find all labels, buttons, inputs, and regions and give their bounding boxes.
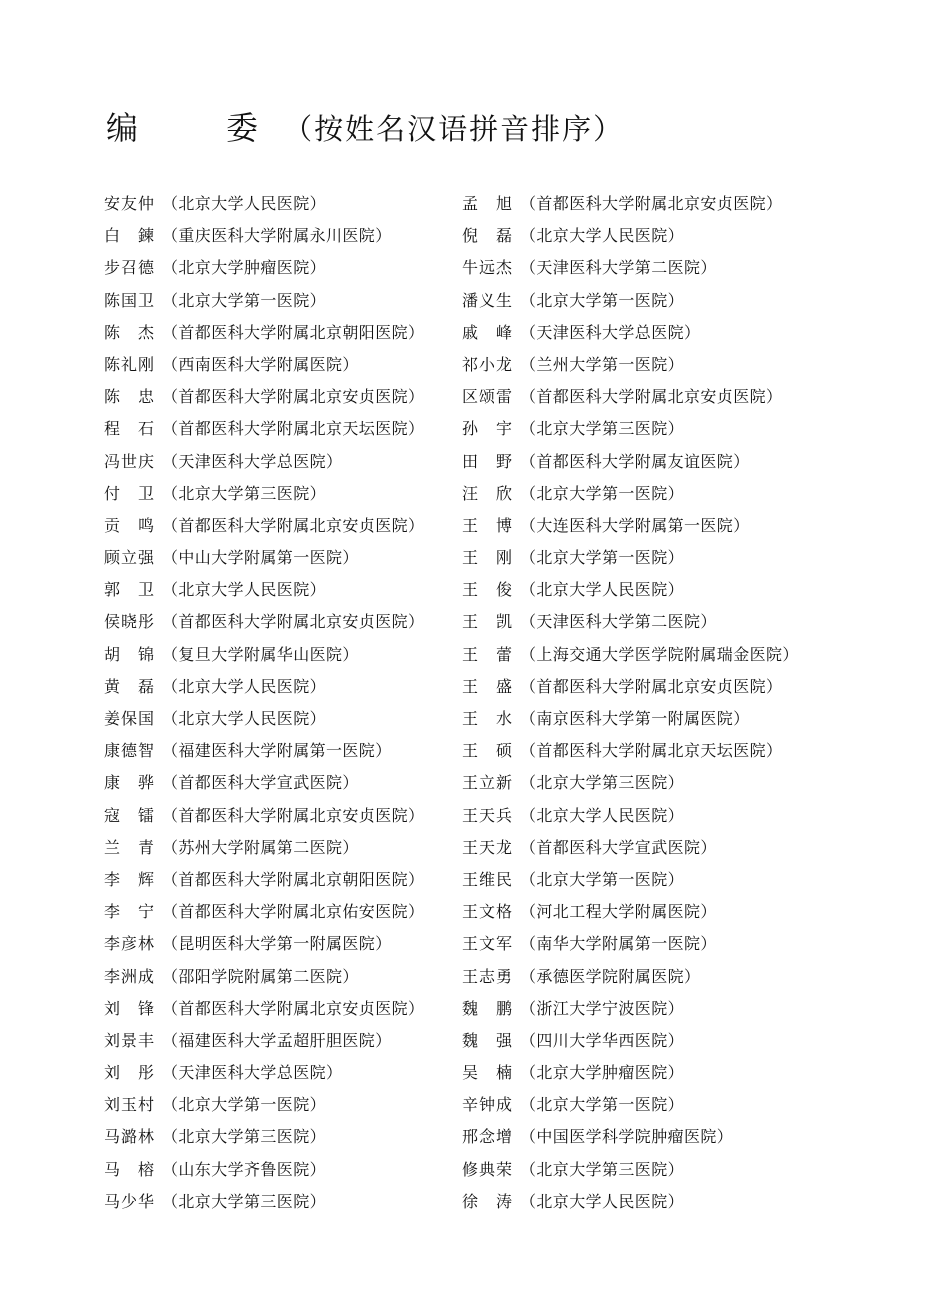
- member-entry: [462, 220, 799, 252]
- member-entry: [462, 864, 799, 896]
- member-name: 王 蕾: [462, 644, 512, 664]
- member-affiliation: （北京大学第三医院）: [520, 1159, 685, 1179]
- member-entry: [462, 381, 799, 413]
- member-affiliation: （北京大学第一医院）: [520, 1095, 685, 1115]
- member-name: 王天龙: [462, 837, 512, 857]
- member-affiliation: （北京大学第三医院）: [162, 1191, 327, 1211]
- member-affiliation: （北京大学人民医院）: [162, 709, 327, 728]
- member-affiliation: （西南医科大学附属医院）: [162, 354, 359, 374]
- member-affiliation: （首都医科大学附属北京安贞医院）: [520, 676, 783, 696]
- member-name: 潘义生: [462, 290, 512, 310]
- member-name: 姜保国: [104, 709, 154, 728]
- member-name: 李洲成: [104, 966, 154, 986]
- member-entry: [104, 317, 424, 349]
- member-name: 戚 峰: [462, 322, 512, 342]
- member-entry: [104, 767, 424, 799]
- member-entry: [104, 252, 424, 284]
- member-entry: [462, 639, 799, 671]
- member-entry: [104, 735, 424, 767]
- member-entry: [462, 413, 799, 445]
- member-name: 王 硕: [462, 741, 512, 761]
- member-name: 安友仲: [104, 194, 154, 213]
- member-name: 徐 涛: [462, 1191, 512, 1211]
- member-entry: [104, 349, 424, 381]
- member-name: 胡 锦: [104, 644, 154, 664]
- member-entry: [104, 220, 424, 252]
- member-name: 修典荣: [462, 1159, 512, 1179]
- member-name: 李彦林: [104, 934, 154, 954]
- sorting-note: （按姓名汉语拼音排序）: [283, 112, 625, 146]
- member-entry: [104, 671, 424, 703]
- member-name: 陈 忠: [104, 387, 154, 407]
- member-entry: [462, 606, 799, 638]
- member-name: 牛远杰: [462, 258, 512, 278]
- member-name: 陈 杰: [104, 322, 154, 342]
- member-affiliation: （天津医科大学第二医院）: [520, 258, 717, 278]
- member-name: 寇 镭: [104, 805, 154, 825]
- member-entry: [104, 961, 424, 993]
- member-affiliation: （大连医科大学附属第一医院）: [520, 515, 750, 535]
- member-affiliation: （福建医科大学孟超肝胆医院）: [162, 1030, 392, 1050]
- member-entry: [462, 993, 799, 1025]
- member-entry: [104, 1121, 424, 1153]
- member-affiliation: （浙江大学宁波医院）: [520, 998, 685, 1018]
- member-name: 侯晓彤: [104, 612, 154, 632]
- member-affiliation: （首都医科大学附属北京朝阳医院）: [162, 322, 425, 342]
- member-entry: [462, 446, 799, 478]
- member-affiliation: （邵阳学院附属第二医院）: [162, 966, 359, 986]
- member-affiliation: （南华大学附属第一医院）: [520, 934, 717, 954]
- member-name: 程 石: [104, 419, 154, 439]
- member-entry: [104, 1089, 424, 1121]
- member-affiliation: （复旦大学附属华山医院）: [162, 644, 359, 664]
- member-entry: [462, 349, 799, 381]
- member-name: 马潞林: [104, 1127, 154, 1147]
- member-entry: [462, 767, 799, 799]
- member-entry: [104, 478, 424, 510]
- member-name: 孟 旭: [462, 194, 512, 213]
- member-entry: [104, 285, 424, 317]
- member-entry: [462, 574, 799, 606]
- member-name: 刘景丰: [104, 1030, 154, 1050]
- member-entry: [462, 188, 799, 220]
- member-name: 王 水: [462, 709, 512, 728]
- member-affiliation: （天津医科大学总医院）: [162, 451, 343, 471]
- member-name: 王 刚: [462, 548, 512, 568]
- member-name: 田 野: [462, 451, 512, 471]
- member-entry: [104, 381, 424, 413]
- member-affiliation: （苏州大学附属第二医院）: [162, 837, 359, 857]
- member-affiliation: （北京大学人民医院）: [520, 226, 685, 246]
- member-name: 白 鍊: [104, 226, 154, 246]
- member-name: 步召德: [104, 258, 154, 278]
- member-affiliation: （首都医科大学附属北京天坛医院）: [162, 419, 425, 439]
- member-name: 王 盛: [462, 676, 512, 696]
- member-affiliation: （首都医科大学附属北京安贞医院）: [162, 387, 425, 407]
- member-affiliation: （北京大学第一医院）: [520, 548, 685, 568]
- member-affiliation: （北京大学第三医院）: [162, 1127, 327, 1147]
- member-name: 邢念增: [462, 1127, 512, 1147]
- member-affiliation: （天津医科大学总医院）: [162, 1063, 343, 1083]
- member-affiliation: （重庆医科大学附属永川医院）: [162, 226, 392, 246]
- member-affiliation: （承德医学院附属医院）: [520, 966, 701, 986]
- member-name: 刘 锋: [104, 998, 154, 1018]
- member-name: 王 俊: [462, 580, 512, 600]
- member-name: 王立新: [462, 773, 512, 793]
- member-entry: [462, 252, 799, 284]
- member-entry: [462, 928, 799, 960]
- member-name: 贡 鸣: [104, 515, 154, 535]
- member-affiliation: （首都医科大学附属北京安贞医院）: [162, 612, 425, 632]
- member-affiliation: （首都医科大学附属北京安贞医院）: [162, 515, 425, 535]
- member-name: 刘 彤: [104, 1063, 154, 1083]
- member-entry: [462, 510, 799, 542]
- member-entry: [104, 574, 424, 606]
- member-affiliation: （北京大学人民医院）: [162, 676, 327, 696]
- member-entry: [462, 285, 799, 317]
- member-affiliation: （北京大学人民医院）: [520, 1191, 685, 1211]
- member-name: 倪 磊: [462, 226, 512, 246]
- member-name: 康德智: [104, 741, 154, 761]
- member-name: 区颂雷: [462, 387, 512, 407]
- member-name: 王志勇: [462, 966, 512, 986]
- member-name: 王文军: [462, 934, 512, 954]
- member-name: 李 宁: [104, 902, 154, 922]
- member-name: 陈礼刚: [104, 354, 154, 374]
- member-affiliation: （四川大学华西医院）: [520, 1030, 685, 1050]
- member-affiliation: （中山大学附属第一医院）: [162, 548, 359, 568]
- member-name: 王维民: [462, 869, 512, 889]
- member-affiliation: （北京大学第一医院）: [162, 290, 327, 310]
- member-affiliation: （北京大学人民医院）: [520, 805, 685, 825]
- member-name: 王文格: [462, 902, 512, 922]
- member-entry: [462, 735, 799, 767]
- member-affiliation: （首都医科大学宣武医院）: [520, 837, 717, 857]
- member-entry: [104, 542, 424, 574]
- member-entry: [104, 188, 424, 220]
- member-name: 吴 楠: [462, 1063, 512, 1083]
- member-entry: [462, 1154, 799, 1186]
- member-name: 康 骅: [104, 773, 154, 793]
- member-affiliation: （首都医科大学宣武医院）: [162, 773, 359, 793]
- member-name: 王 博: [462, 515, 512, 535]
- member-name: 魏 强: [462, 1030, 512, 1050]
- member-name: 李 辉: [104, 869, 154, 889]
- member-name: 陈国卫: [104, 290, 154, 310]
- member-entry: [104, 703, 424, 735]
- member-entry: [462, 317, 799, 349]
- member-entry: [104, 606, 424, 638]
- member-name: 孙 宇: [462, 419, 512, 439]
- right-member-column: [462, 188, 799, 1218]
- member-name: 汪 欣: [462, 483, 512, 503]
- member-affiliation: （天津医科大学第二医院）: [520, 612, 717, 632]
- member-entry: [462, 832, 799, 864]
- page-title: 编 委: [106, 109, 287, 147]
- member-entry: [104, 510, 424, 542]
- member-name: 马 榕: [104, 1159, 154, 1179]
- member-entry: [104, 896, 424, 928]
- member-entry: [462, 800, 799, 832]
- member-name: 祁小龙: [462, 354, 512, 374]
- member-name: 郭 卫: [104, 580, 154, 600]
- member-entry: [462, 478, 799, 510]
- member-affiliation: （首都医科大学附属北京天坛医院）: [520, 741, 783, 761]
- member-entry: [104, 639, 424, 671]
- member-affiliation: （北京大学第三医院）: [520, 773, 685, 793]
- member-name: 辛钟成: [462, 1095, 512, 1115]
- member-affiliation: （首都医科大学附属友谊医院）: [520, 451, 750, 471]
- member-entry: [462, 703, 799, 735]
- member-entry: [104, 1057, 424, 1089]
- member-affiliation: （南京医科大学第一附属医院）: [520, 709, 750, 728]
- member-entry: [104, 1025, 424, 1057]
- member-entry: [462, 1089, 799, 1121]
- member-affiliation: （北京大学第一医院）: [520, 483, 685, 503]
- member-affiliation: （北京大学第一医院）: [520, 290, 685, 310]
- member-entry: [104, 832, 424, 864]
- member-affiliation: （北京大学第三医院）: [162, 483, 327, 503]
- left-member-column: [104, 188, 424, 1218]
- member-affiliation: （北京大学第三医院）: [520, 419, 685, 439]
- member-entry: [462, 1057, 799, 1089]
- member-name: 魏 鹏: [462, 998, 512, 1018]
- member-affiliation: （首都医科大学附属北京佑安医院）: [162, 902, 425, 922]
- member-affiliation: （山东大学齐鲁医院）: [162, 1159, 327, 1179]
- member-entry: [462, 542, 799, 574]
- member-name: 顾立强: [104, 548, 154, 568]
- member-affiliation: （河北工程大学附属医院）: [520, 902, 717, 922]
- member-entry: [104, 413, 424, 445]
- member-affiliation: （首都医科大学附属北京朝阳医院）: [162, 869, 425, 889]
- member-entry: [104, 1186, 424, 1218]
- member-affiliation: （北京大学人民医院）: [162, 194, 327, 213]
- member-affiliation: （北京大学肿瘤医院）: [162, 258, 327, 278]
- member-name: 兰 青: [104, 837, 154, 857]
- member-affiliation: （中国医学科学院肿瘤医院）: [520, 1127, 734, 1147]
- member-affiliation: （昆明医科大学第一附属医院）: [162, 934, 392, 954]
- member-name: 冯世庆: [104, 451, 154, 471]
- member-name: 王天兵: [462, 805, 512, 825]
- member-entry: [104, 1154, 424, 1186]
- member-affiliation: （福建医科大学附属第一医院）: [162, 741, 392, 761]
- member-name: 王 凯: [462, 612, 512, 632]
- member-entry: [462, 1025, 799, 1057]
- member-affiliation: （首都医科大学附属北京安贞医院）: [520, 387, 783, 407]
- member-entry: [104, 446, 424, 478]
- member-entry: [104, 800, 424, 832]
- member-name: 黄 磊: [104, 676, 154, 696]
- member-entry: [104, 928, 424, 960]
- member-affiliation: （北京大学第一医院）: [162, 1095, 327, 1115]
- member-name: 付 卫: [104, 483, 154, 503]
- member-affiliation: （北京大学肿瘤医院）: [520, 1063, 685, 1083]
- member-affiliation: （首都医科大学附属北京安贞医院）: [162, 805, 425, 825]
- page-heading: [106, 109, 625, 147]
- member-entry: [104, 993, 424, 1025]
- member-affiliation: （兰州大学第一医院）: [520, 354, 685, 374]
- member-entry: [462, 1121, 799, 1153]
- member-affiliation: （上海交通大学医学院附属瑞金医院）: [520, 644, 799, 664]
- member-entry: [462, 671, 799, 703]
- member-entry: [462, 961, 799, 993]
- member-affiliation: （首都医科大学附属北京安贞医院）: [520, 194, 783, 213]
- member-entry: [462, 1186, 799, 1218]
- member-affiliation: （天津医科大学总医院）: [520, 322, 701, 342]
- member-entry: [462, 896, 799, 928]
- member-entry: [104, 864, 424, 896]
- member-affiliation: （首都医科大学附属北京安贞医院）: [162, 998, 425, 1018]
- member-name: 刘玉村: [104, 1095, 154, 1115]
- member-affiliation: （北京大学第一医院）: [520, 869, 685, 889]
- member-affiliation: （北京大学人民医院）: [520, 580, 685, 600]
- member-name: 马少华: [104, 1191, 154, 1211]
- member-affiliation: （北京大学人民医院）: [162, 580, 327, 600]
